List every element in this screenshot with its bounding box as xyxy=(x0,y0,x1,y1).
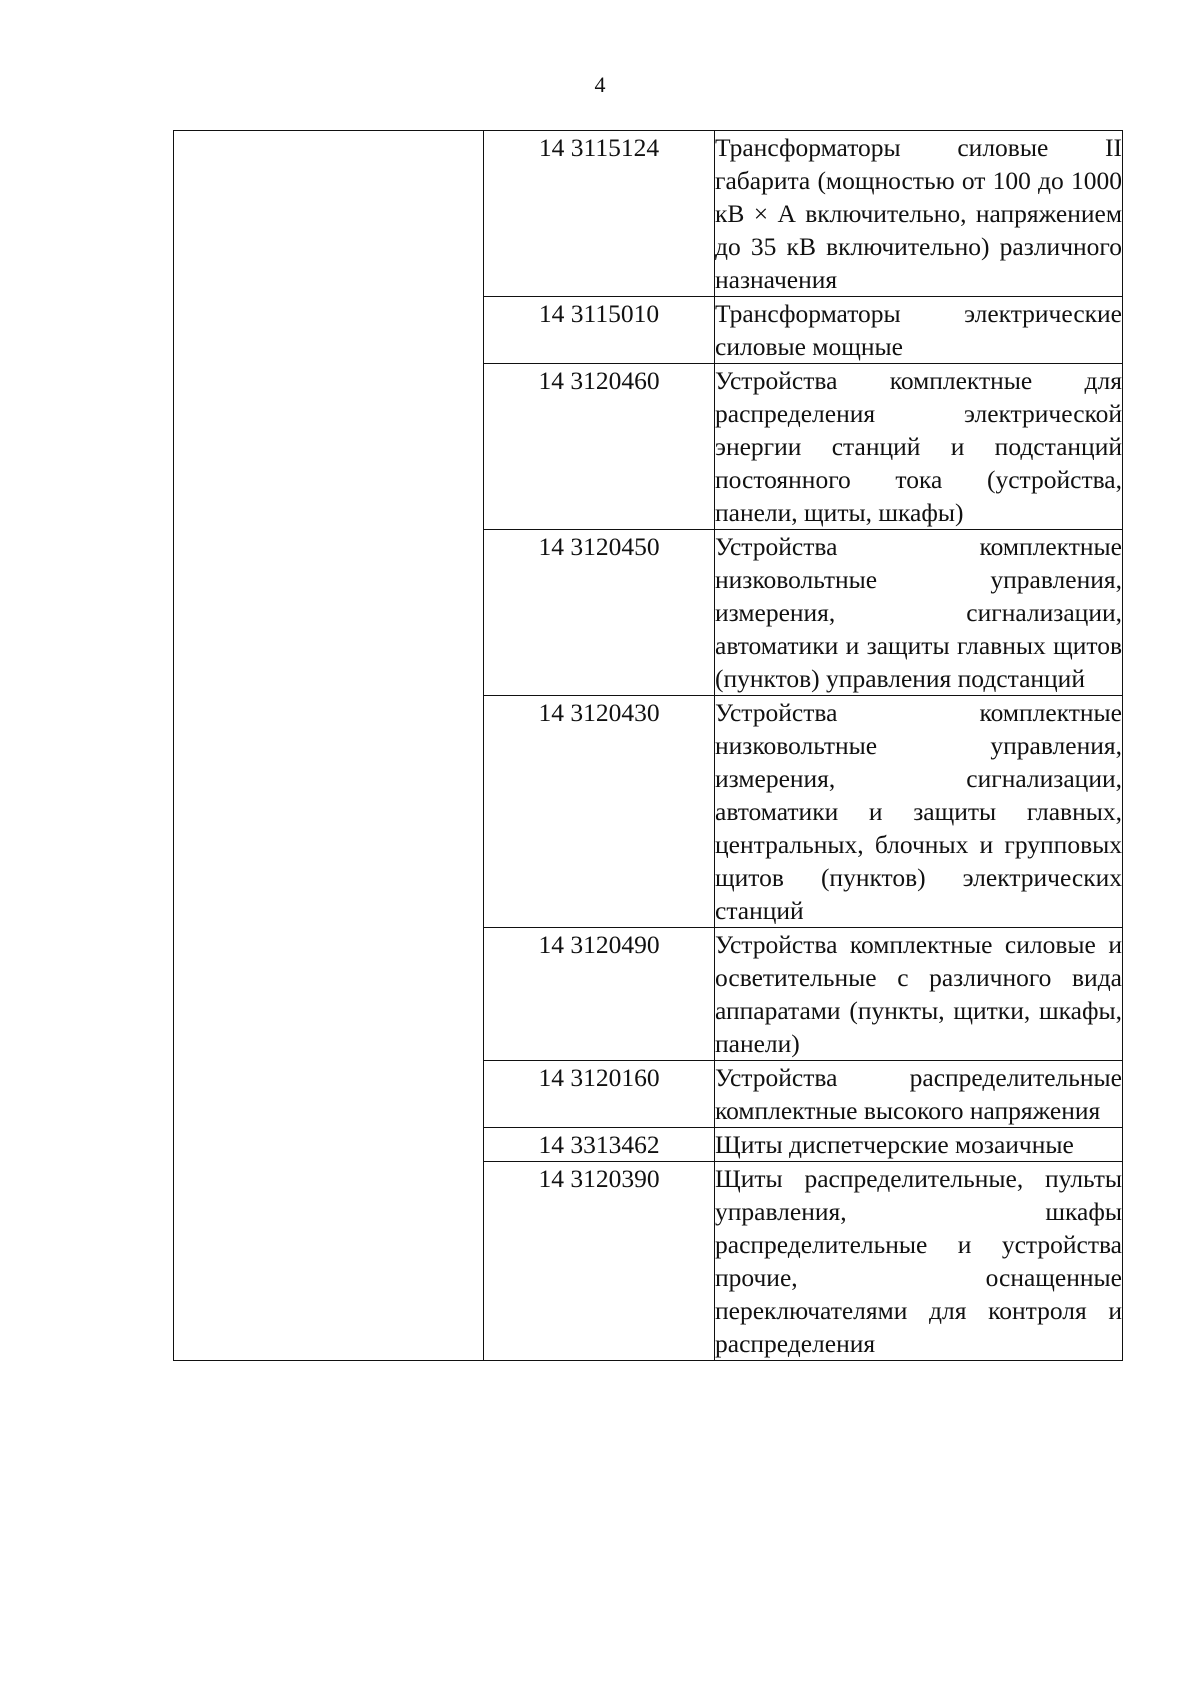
name-cell: Трансформаторы электрические силовые мощные xyxy=(715,297,1123,364)
name-cell: Щиты диспетчерские мозаичные xyxy=(715,1128,1123,1162)
code-cell: 14 3120390 xyxy=(484,1162,715,1361)
code-cell: 14 3120430 xyxy=(484,696,715,928)
code-cell: 14 3115124 xyxy=(484,131,715,297)
code-cell: 14 3313462 xyxy=(484,1128,715,1162)
page-number: 4 xyxy=(594,72,606,97)
code-cell: 14 3115010 xyxy=(484,297,715,364)
code-cell: 14 3120160 xyxy=(484,1061,715,1128)
name-cell: Устройства комплектные низковольтные управления, измерения, сигнализации, автоматики и защиты главных щитов (пунктов) управления подстанций xyxy=(715,530,1123,696)
group-cell-empty xyxy=(174,131,484,1361)
name-cell: Устройства комплектные для распределения электрической энергии станций и подстанций постоянного тока (устройства, панели, щиты, шкафы) xyxy=(715,364,1123,530)
name-cell: Устройства распределительные комплектные высокого напряжения xyxy=(715,1061,1123,1128)
name-cell: Трансформаторы силовые II габарита (мощностью от 100 до 1000 кВ × А включительно, напряжением до 35 кВ включительно) различного назначения xyxy=(715,131,1123,297)
table-row xyxy=(174,131,1123,297)
name-cell: Устройства комплектные силовые и осветительные с различного вида аппаратами (пункты, щитки, шкафы, панели) xyxy=(715,928,1123,1061)
code-cell: 14 3120490 xyxy=(484,928,715,1061)
code-cell: 14 3120450 xyxy=(484,530,715,696)
classification-table xyxy=(173,130,1123,1361)
code-cell: 14 3120460 xyxy=(484,364,715,530)
name-cell: Щиты распределительные, пульты управления, шкафы распределительные и устройства прочие, оснащенные переключателями для контроля и распределения xyxy=(715,1162,1123,1361)
name-cell: Устройства комплектные низковольтные управления, измерения, сигнализации, автоматики и защиты главных, центральных, блочных и групповых щитов (пунктов) электрических станций xyxy=(715,696,1123,928)
